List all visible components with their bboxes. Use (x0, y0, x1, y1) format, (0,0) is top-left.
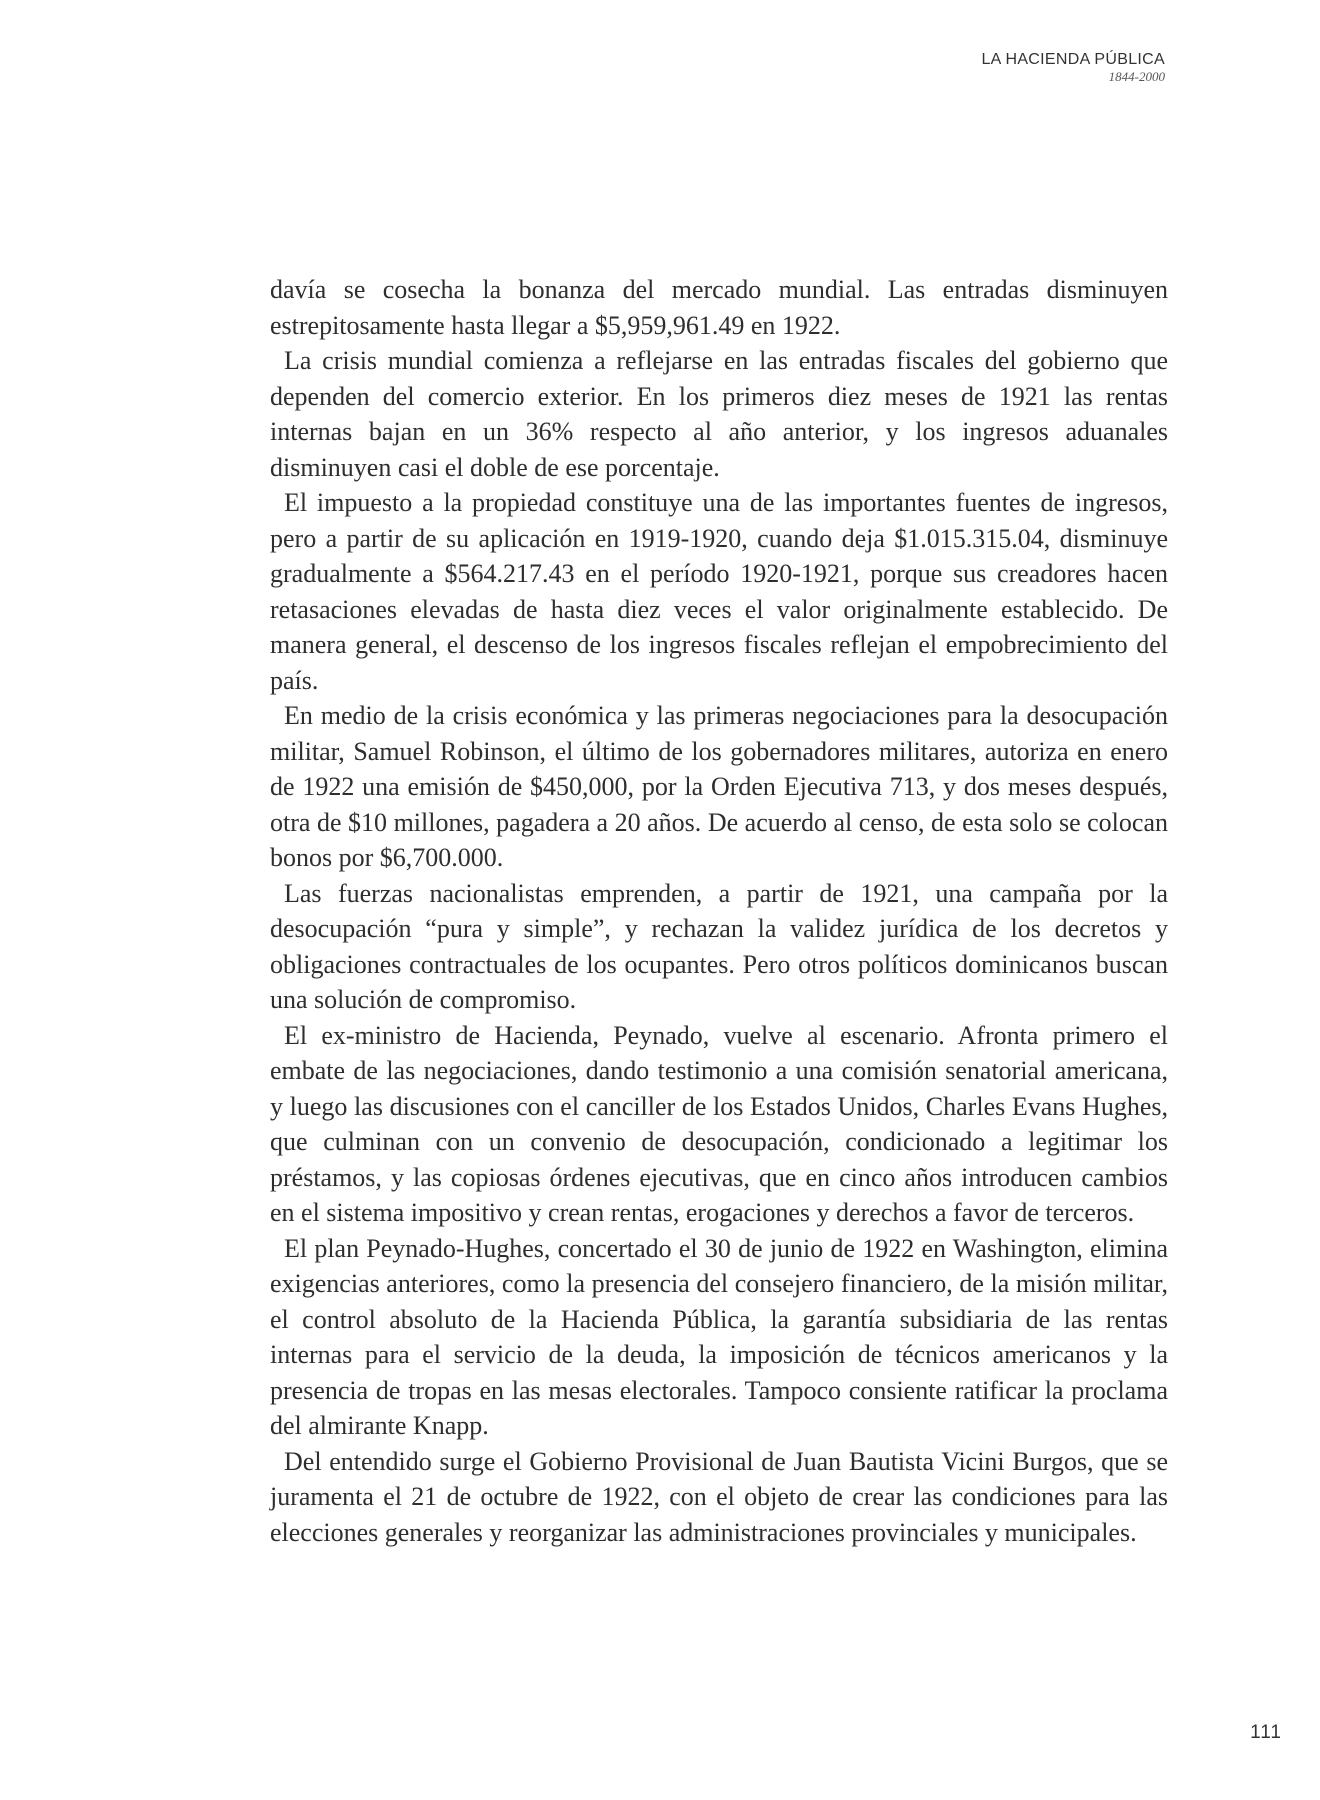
paragraph: Del entendido surge el Gobierno Provisional de Juan Bautista Vicini Burgos, que se juramenta el 21 de octubre de 1922, con el objeto de crear las condiciones para las elecciones generales y reorganizar las administraciones provinciales y municipales. (270, 1446, 1168, 1547)
body-text (270, 272, 1168, 1550)
paragraph: El ex-ministro de Hacienda, Peynado, vuelve al escenario. Afronta primero el embate de las negociaciones, dando testimonio a una comisión senatorial americana, y luego las discusiones con el canciller de los Estados Unidos, Charles Evans Hughes, que culminan con un convenio de desocupación, condicionado a legitimar los préstamos, y las copiosas órdenes ejecutivas, que en cinco años introducen cambios en el sistema impositivo y crean rentas, erogaciones y derechos a favor de terceros. (270, 1020, 1168, 1227)
paragraph: Las fuerzas nacionalistas emprenden, a partir de 1921, una campaña por la desocupación “pura y simple”, y rechazan la validez jurídica de los decretos y obligaciones contractuales de los ocupantes. Pero otros políticos dominicanos buscan una solución de compromiso. (270, 878, 1168, 1014)
paragraph: davía se cosecha la bonanza del mercado mundial. Las entradas disminuyen estrepitosamente hasta llegar a $5,959,961.49 en 1922. (270, 275, 1168, 340)
running-header-title: LA HACIENDA PÚBLICA (981, 51, 1165, 68)
running-header-years: 1844-2000 (1108, 69, 1165, 85)
running-header (981, 50, 1165, 85)
paragraph: En medio de la crisis económica y las primeras negociaciones para la desocupación militar, Samuel Robinson, el último de los gobernadores militares, autoriza en enero de 1922 una emisión de $450,000, por la Orden Ejecutiva 713, y dos meses después, otra de $10 millones, pagadera a 20 años. De acuerdo al censo, de esta solo se colocan bonos por $6,700.000. (270, 701, 1168, 872)
paragraph: La crisis mundial comienza a reflejarse en las entradas fiscales del gobierno que dependen del comercio exterior. En los primeros diez meses de 1921 las rentas internas bajan en un 36% respecto al año anterior, y los ingresos aduanales disminuyen casi el doble de ese porcentaje. (270, 346, 1168, 482)
paragraph: El impuesto a la propiedad constituye una de las importantes fuentes de ingresos, pero a partir de su aplicación en 1919-1920, cuando deja $1.015.315.04, disminuye gradualmente a $564.217.43 en el período 1920-1921, porque sus creadores hacen retasaciones elevadas de hasta diez veces el valor originalmente establecido. De manera general, el descenso de los ingresos fiscales reflejan el empobrecimiento del país. (270, 488, 1168, 695)
page-number: 111 (1250, 1722, 1282, 1743)
paragraph: El plan Peynado-Hughes, concertado el 30 de junio de 1922 en Washington, elimina exigencias anteriores, como la presencia del consejero financiero, de la misión militar, el control absoluto de la Hacienda Pública, la garantía subsidiaria de las rentas internas para el servicio de la deuda, la imposición de técnicos americanos y la presencia de tropas en las mesas electorales. Tampoco consiente ratificar la proclama del almirante Knapp. (270, 1233, 1168, 1440)
